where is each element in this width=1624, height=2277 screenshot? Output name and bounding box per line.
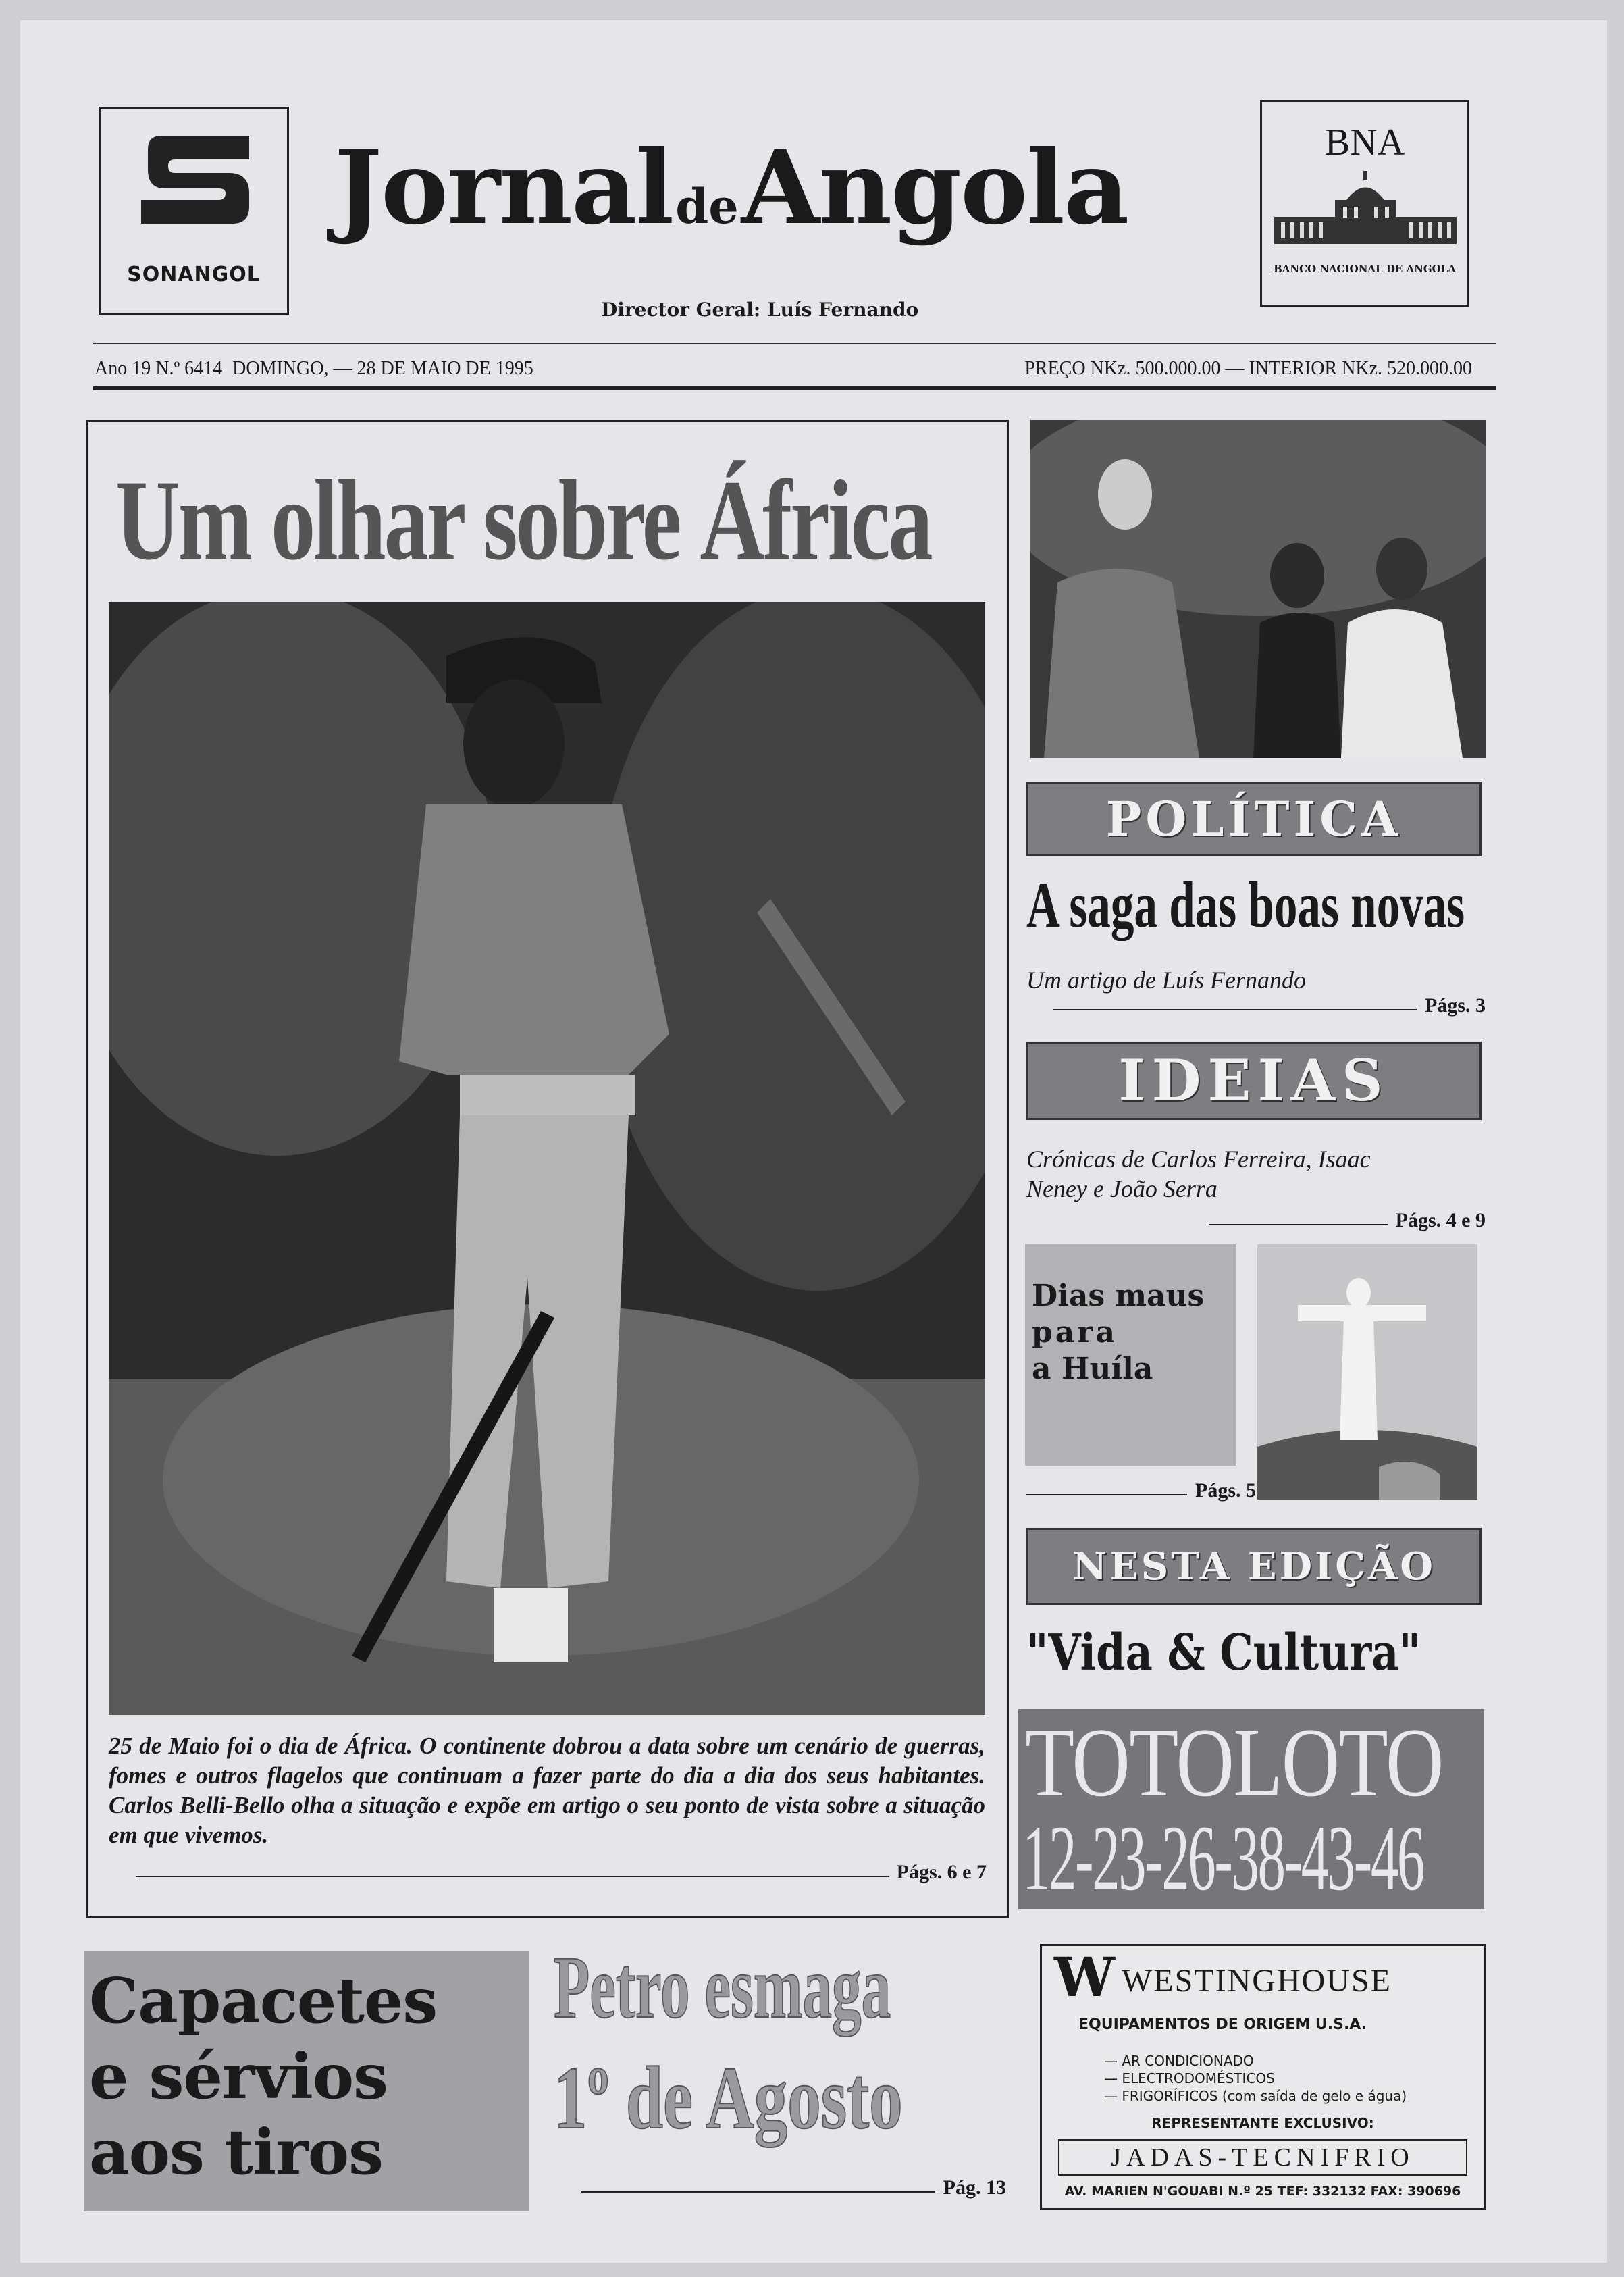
westinghouse-brand: WESTINGHOUSE (1122, 1963, 1392, 1999)
christ-statue-image (1257, 1244, 1477, 1500)
politica-headline: A saga das boas novas (1026, 869, 1465, 941)
lead-pages-line (136, 1861, 987, 1884)
bna-logo-box (1260, 100, 1469, 307)
ad-subtitle: EQUIPAMENTOS DE ORIGEM U.S.A. (1078, 2016, 1367, 2033)
ad-item-2: — ELECTRODOMÉSTICOS (1104, 2070, 1275, 2087)
huila-line-1: Dias maus (1032, 1279, 1205, 1313)
ad-item-3: — FRIGORÍFICOS (com saída de gelo e água) (1104, 2088, 1407, 2104)
politica-banner: POLÍTICA (1026, 782, 1482, 856)
bna-label: BANCO NACIONAL DE ANGOLA (1274, 263, 1456, 275)
capacetes-line-3: aos tiros (89, 2116, 383, 2189)
issue-number: Ano 19 N.º 6414 (95, 358, 223, 379)
westinghouse-w: W (1054, 1945, 1115, 2009)
ad-rep-label: REPRESENTANTE EXCLUSIVO: (1151, 2115, 1374, 2131)
dateline-rule-bottom (93, 386, 1496, 390)
sonangol-logo-box (99, 107, 289, 315)
vida-cultura-headline: "Vida & Cultura" (1026, 1624, 1421, 1682)
huila-pages-rule (1026, 1494, 1187, 1495)
director-line: Director Geral: Luís Fernando (601, 299, 919, 321)
petro-line-2: 1º de Agosto (554, 2048, 903, 2147)
capacetes-line-2: e sérvios (89, 2040, 388, 2113)
title-de: de (675, 178, 739, 234)
capacetes-line-1: Capacetes (89, 1964, 438, 2037)
ideias-pages: Págs. 4 e 9 (1395, 1209, 1486, 1231)
issue-date: DOMINGO, — 28 DE MAIO DE 1995 (232, 358, 533, 379)
dateline-rule-top (93, 343, 1496, 344)
newspaper-page (20, 20, 1607, 2263)
petro-pages-rule (581, 2191, 935, 2193)
ideias-text: Crónicas de Carlos Ferreira, Isaac Neney e João Serra (1026, 1146, 1371, 1202)
huila-pages-line (1026, 1479, 1256, 1502)
petro-line-1: Petro esmaga (554, 1937, 891, 2037)
dateline-issue (95, 358, 533, 380)
ideias-pages-rule (1209, 1224, 1388, 1225)
lead-headline: Um olhar sobre África (115, 457, 931, 584)
soldier-photo (109, 602, 985, 1715)
officials-photo (1030, 420, 1486, 758)
petro-pages: Pág. 13 (943, 2176, 1006, 2199)
politica-pages-line (1053, 994, 1486, 1017)
title-angola: Angola (741, 128, 1128, 247)
dateline-price: PREÇO NKz. 500.000.00 — INTERIOR NKz. 520.000.00 (1024, 358, 1472, 379)
soldier-photo-image (109, 602, 985, 1715)
ideias-banner: IDEIAS (1026, 1042, 1482, 1120)
capacetes-box (84, 1951, 529, 2211)
bank-building-icon (1267, 170, 1463, 251)
totoloto-title: TOTOLOTO (1025, 1709, 1443, 1817)
huila-pages: Págs. 5 (1195, 1479, 1256, 1502)
lead-caption: 25 de Maio foi o dia de África. O continente dobrou a data sobre um cenário de guerras, fomes e outros flagelos que continuam a fazer parte do dia a dia dos seus habitantes. Carlos Belli-Bello olha a situação e expõe em artigo o seu ponto de vista sobre a situação em que vivemos. (109, 1733, 985, 1848)
politica-pages: Págs. 3 (1425, 994, 1486, 1017)
lead-pages-rule (136, 1876, 889, 1877)
ad-address: AV. MARIEN N'GOUABI N.º 25 TEF: 332132 FAX: 390696 (1064, 2184, 1461, 2199)
petro-pages-line (581, 2176, 1006, 2199)
bna-abbr: BNA (1324, 122, 1405, 163)
westinghouse-ad (1040, 1944, 1486, 2210)
title-jornal: Jornal (334, 128, 673, 247)
officials-photo-image (1030, 420, 1486, 758)
ad-rep-name: JADAS-TECNIFRIO (1058, 2139, 1467, 2176)
lead-story-box (86, 420, 1009, 1918)
totoloto-numbers: 12-23-26-38-43-46 (1022, 1806, 1423, 1909)
politica-byline: Um artigo de Luís Fernando (1026, 967, 1306, 994)
sonangol-label: SONANGOL (127, 263, 261, 286)
huila-line-2: para (1032, 1315, 1118, 1350)
christ-statue-photo (1257, 1244, 1477, 1500)
politica-pages-rule (1053, 1009, 1417, 1010)
totoloto-box (1018, 1709, 1484, 1909)
newspaper-title (334, 128, 1128, 247)
nesta-edicao-banner: NESTA EDIÇÃO (1026, 1528, 1482, 1605)
ad-item-1: — AR CONDICIONADO (1104, 2053, 1254, 2069)
huila-title-box (1025, 1244, 1236, 1466)
ideias-pages-line (1209, 1209, 1486, 1232)
sonangol-logo-icon (134, 129, 256, 230)
lead-pages: Págs. 6 e 7 (896, 1861, 987, 1883)
huila-line-3: a Huíla (1032, 1352, 1153, 1386)
